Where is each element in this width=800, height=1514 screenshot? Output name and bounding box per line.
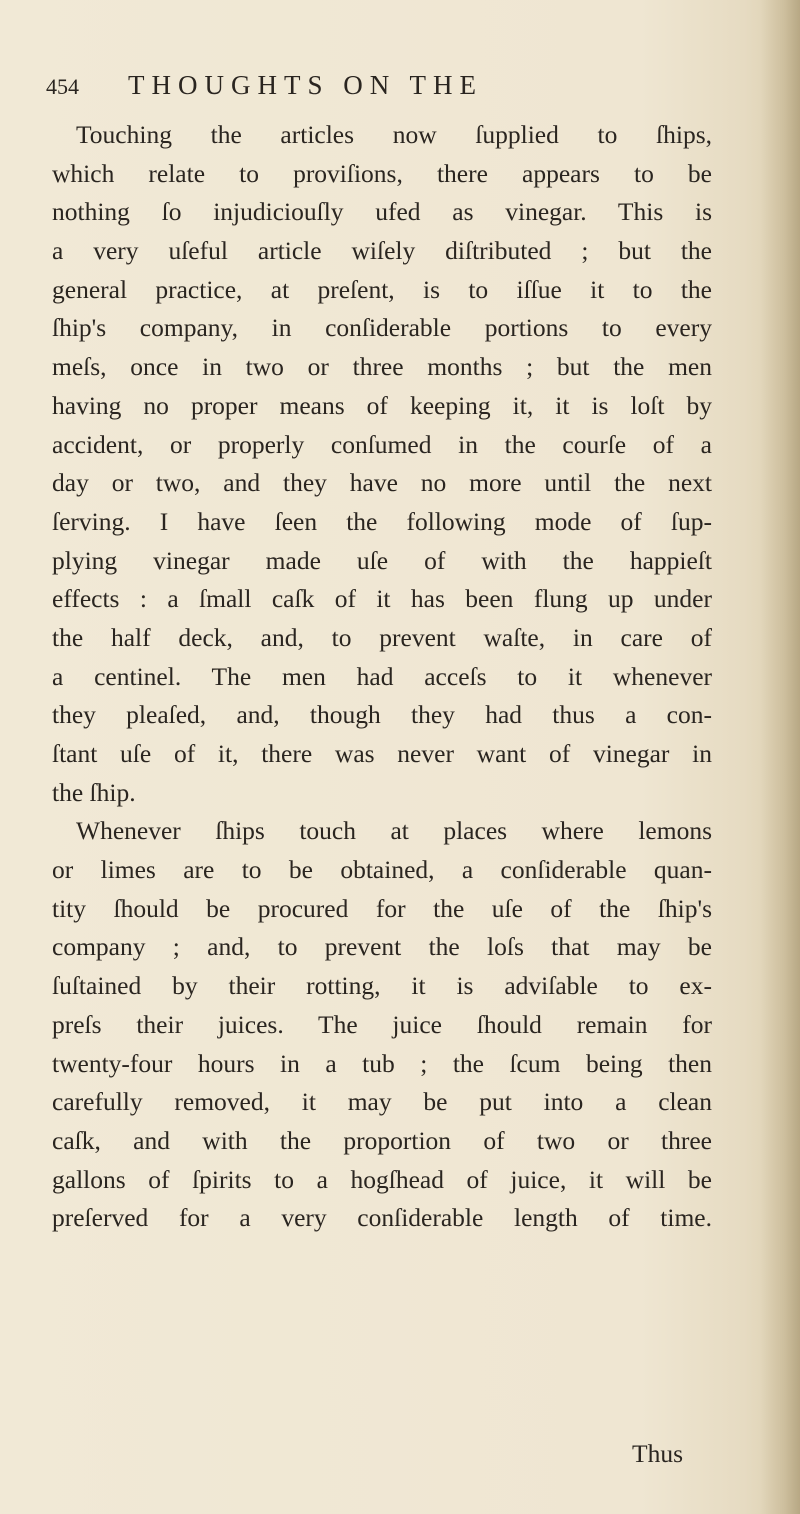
text-line: or limes are to be obtained, a conſiderable quan- (52, 855, 712, 885)
text-line: tity ſhould be procured for the uſe of the ſhip's (52, 893, 712, 923)
text-line: meſs, once in two or three months ; but the men (52, 352, 712, 382)
text-line: having no proper means of keeping it, it is loſt by (52, 390, 712, 420)
text-line: day or two, and they have no more until the next (52, 468, 712, 498)
text-line: accident, or properly conſumed in the courſe of a (52, 429, 712, 459)
text-line: Touching the articles now ſupplied to ſhips, (76, 120, 712, 149)
text-line: a centinel. The men had acceſs to it whenever (52, 661, 712, 691)
text-line: ſerving. I have ſeen the following mode of ſup- (52, 506, 712, 536)
text-line: which relate to proviſions, there appears to be (52, 158, 712, 188)
page-number: 454 (46, 74, 79, 99)
text-line: caſk, and with the proportion of two or three (52, 1125, 712, 1155)
text-line: ſtant uſe of it, there was never want of vinegar in (52, 739, 712, 768)
running-head (46, 70, 746, 110)
text-line: plying vinegar made uſe of with the happieſt (52, 545, 712, 575)
text-line: ſuſtained by their rotting, it is adviſable to ex- (52, 971, 712, 1001)
catchword: Thus (632, 1439, 683, 1468)
text-line: twenty-four hours in a tub ; the ſcum being then (52, 1048, 712, 1078)
text-line: company ; and, to prevent the loſs that may be (52, 932, 712, 962)
text-line: a very uſeful article wiſely diſtributed ; but the (52, 236, 712, 266)
text-line: effects : a ſmall caſk of it has been flung up under (52, 584, 712, 614)
page-edge-shadow (760, 0, 800, 1514)
text-line: preſs their juices. The juice ſhould remain for (52, 1009, 712, 1039)
body-text (52, 116, 712, 1238)
text-line: Whenever ſhips touch at places where lemons (76, 816, 712, 846)
running-title: THOUGHTS ON THE (128, 70, 483, 100)
text-line: ſhip's company, in conſiderable portions to every (52, 313, 712, 343)
text-line: nothing ſo injudiciouſly ufed as vinegar. This is (52, 197, 712, 227)
text-line: the ſhip. (52, 777, 136, 807)
text-line: general practice, at preſent, is to iſſue it to the (52, 274, 712, 304)
text-line: they pleaſed, and, though they had thus a con- (52, 700, 712, 730)
text-line: gallons of ſpirits to a hogſhead of juice, it will be (52, 1164, 712, 1194)
text-line: the half deck, and, to prevent waſte, in care of (52, 622, 712, 652)
text-line: carefully removed, it may be put into a clean (52, 1087, 712, 1117)
text-line: preſerved for a very conſiderable length of time. (52, 1203, 712, 1233)
